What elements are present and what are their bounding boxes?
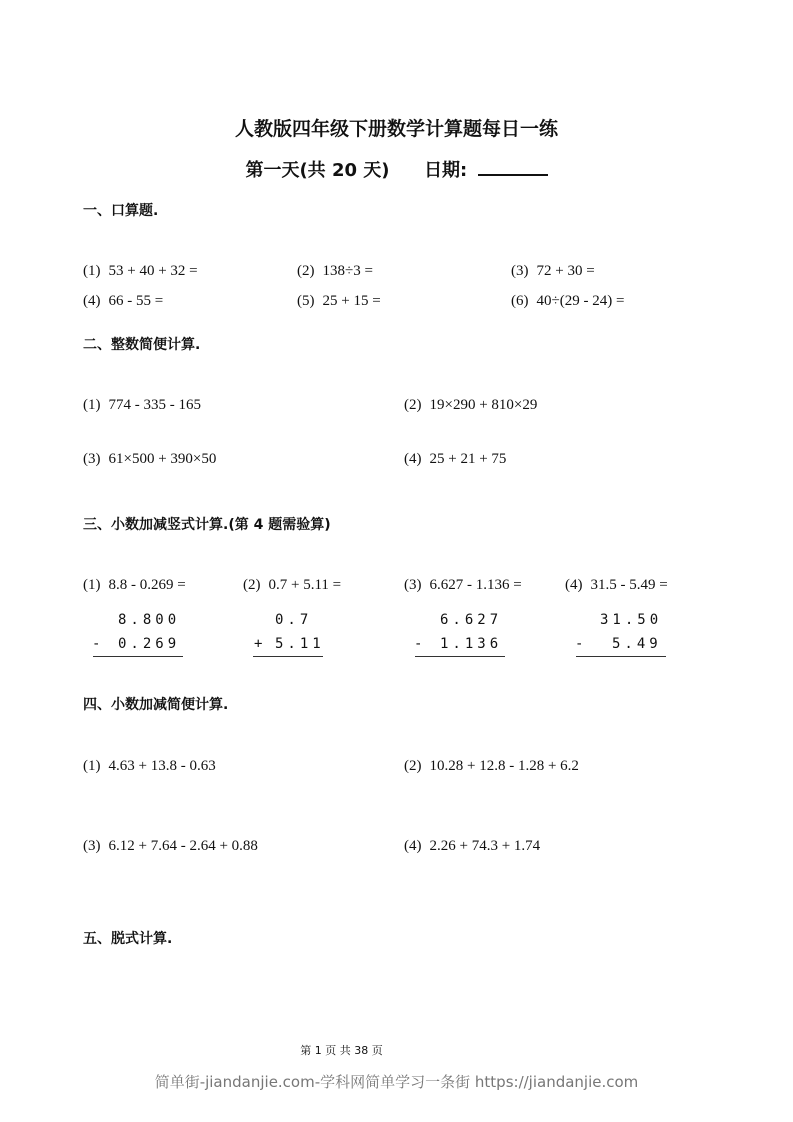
vertical-op-2: + [254, 636, 267, 652]
question-1-6: (6) 40÷(29 - 24) = [511, 293, 625, 309]
question-1-1: (1) 53 + 40 + 32 = [83, 263, 198, 279]
vertical-top-3: 6.627 [440, 612, 503, 628]
vertical-bottom-2: 5.11 [275, 636, 325, 652]
question-1-5: (5) 25 + 15 = [297, 293, 381, 309]
footer-watermark: 简单街-jiandanjie.com-学科网简单学习一条街 https://jiandanjie.com [154, 1073, 639, 1091]
vertical-bottom-4: 5.49 [612, 636, 662, 652]
question-2-4: (4) 25 + 21 + 75 [404, 451, 507, 467]
vertical-bottom-1: 0.269 [118, 636, 181, 652]
question-4-2: (2) 10.28 + 12.8 - 1.28 + 6.2 [404, 758, 579, 774]
date-label: 日期: [424, 160, 468, 181]
vertical-op-1: - [92, 636, 105, 652]
section-heading-2: 二、整数简便计算. [83, 337, 201, 353]
question-3-2: (2) 0.7 + 5.11 = [243, 577, 342, 593]
document-title: 人教版四年级下册数学计算题每日一练 [234, 118, 558, 140]
vertical-top-1: 8.800 [118, 612, 181, 628]
question-4-3: (3) 6.12 + 7.64 - 2.64 + 0.88 [83, 838, 258, 854]
vertical-op-4: - [575, 636, 588, 652]
vertical-rule-2 [253, 656, 323, 657]
question-3-3: (3) 6.627 - 1.136 = [404, 577, 522, 593]
question-1-2: (2) 138÷3 = [297, 263, 373, 279]
page-number: 第 1 页 共 38 页 [300, 1044, 383, 1057]
question-4-1: (1) 4.63 + 13.8 - 0.63 [83, 758, 216, 774]
section-heading-1: 一、口算题. [83, 203, 159, 219]
vertical-top-2: 0.7 [275, 612, 313, 628]
section-heading-3: 三、小数加减竖式计算.(第 4 题需验算) [83, 517, 331, 533]
question-3-1: (1) 8.8 - 0.269 = [83, 577, 186, 593]
vertical-op-3: - [414, 636, 427, 652]
question-1-3: (3) 72 + 30 = [511, 263, 595, 279]
question-1-4: (4) 66 - 55 = [83, 293, 164, 309]
section-heading-4: 四、小数加减简便计算. [83, 697, 229, 713]
date-blank-field[interactable] [478, 158, 548, 176]
section-heading-5: 五、脱式计算. [83, 931, 173, 947]
vertical-bottom-3: 1.136 [440, 636, 503, 652]
question-2-2: (2) 19×290 + 810×29 [404, 397, 538, 413]
vertical-rule-3 [415, 656, 505, 657]
question-4-4: (4) 2.26 + 74.3 + 1.74 [404, 838, 541, 854]
day-label: 第一天(共 20 天) [245, 160, 390, 181]
question-2-3: (3) 61×500 + 390×50 [83, 451, 217, 467]
question-2-1: (1) 774 - 335 - 165 [83, 397, 201, 413]
vertical-rule-1 [93, 656, 183, 657]
vertical-rule-4 [576, 656, 666, 657]
document-subtitle [0, 156, 793, 182]
question-3-4: (4) 31.5 - 5.49 = [565, 577, 668, 593]
vertical-top-4: 31.50 [600, 612, 663, 628]
